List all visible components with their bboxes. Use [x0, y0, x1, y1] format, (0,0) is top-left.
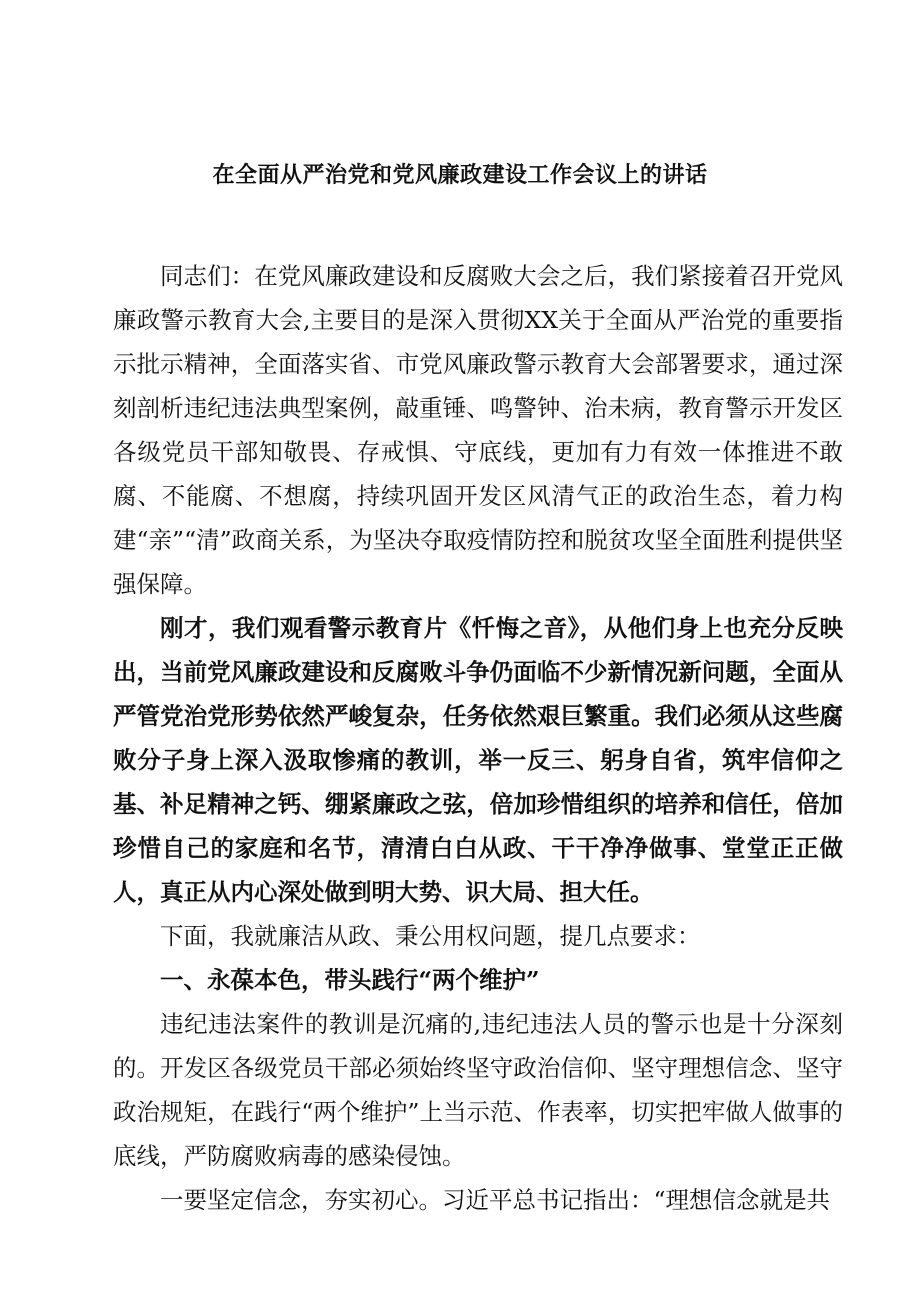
paragraph-opening: 同志们：在党风廉政建设和反腐败大会之后，我们紧接着召开党风廉政警示教育大会,主要目的是深入贯彻XX关于全面从严治党的重要指示批示精神，全面落实省、市党风廉政警示教育大会部署要求，通过深刻剖析违纪违法典型案例，敲重锤、鸣警钟、治未病，教育警示开发区各级党员干部知敬畏、存戒惧、守底线，更加有力有效一体推进不敢腐、不能腐、不想腐，持续巩固开发区风清气正的政治生态，着力构建“亲”“清”政商关系，为坚决夺取疫情防控和脱贫攻坚全面胜利提供坚强保障。	[113, 262, 843, 598]
section-heading-1: 一、永葆本色，带头践行“两个维护”	[160, 966, 540, 994]
paragraph-warning-film: 刚才，我们观看警示教育片《忏悔之音》，从他们身上也充分反映出，当前党风廉政建设和反腐败斗争仍面临不少新情况新问题，全面从严管党治党形势依然严峻复杂，任务依然艰巨繁重。我们必须从这些腐败分子身上深入汲取惨痛的教训，举一反三、躬身自省，筑牢信仰之基、补足精神之钙、绷紧廉政之弦，倍加珍惜组织的培养和信任，倍加珍惜自己的家庭和名节，清清白白从政、干干净净做事、堂堂正正做人，真正从内心深处做到明大势、识大局、担大任。	[113, 614, 843, 906]
document-title: 在全面从严治党和党风廉政建设工作会议上的讲话	[212, 162, 708, 188]
paragraph-section-1: 违纪违法案件的教训是沉痛的,违纪违法人员的警示也是十分深刻的。开发区各级党员干部必须始终坚守政治信仰、坚守理想信念、坚守政治规矩，在践行“两个维护”上当示范、作表率，切实把牢做人做事的底线，严防腐败病毒的感染侵蚀。	[113, 1010, 843, 1170]
paragraph-point-1: 一要坚定信念，夯实初心。习近平总书记指出：“理想信念就是共	[160, 1186, 831, 1214]
paragraph-requirements-intro: 下面，我就廉洁从政、秉公用权问题，提几点要求：	[160, 922, 701, 950]
document-body	[113, 254, 843, 1222]
